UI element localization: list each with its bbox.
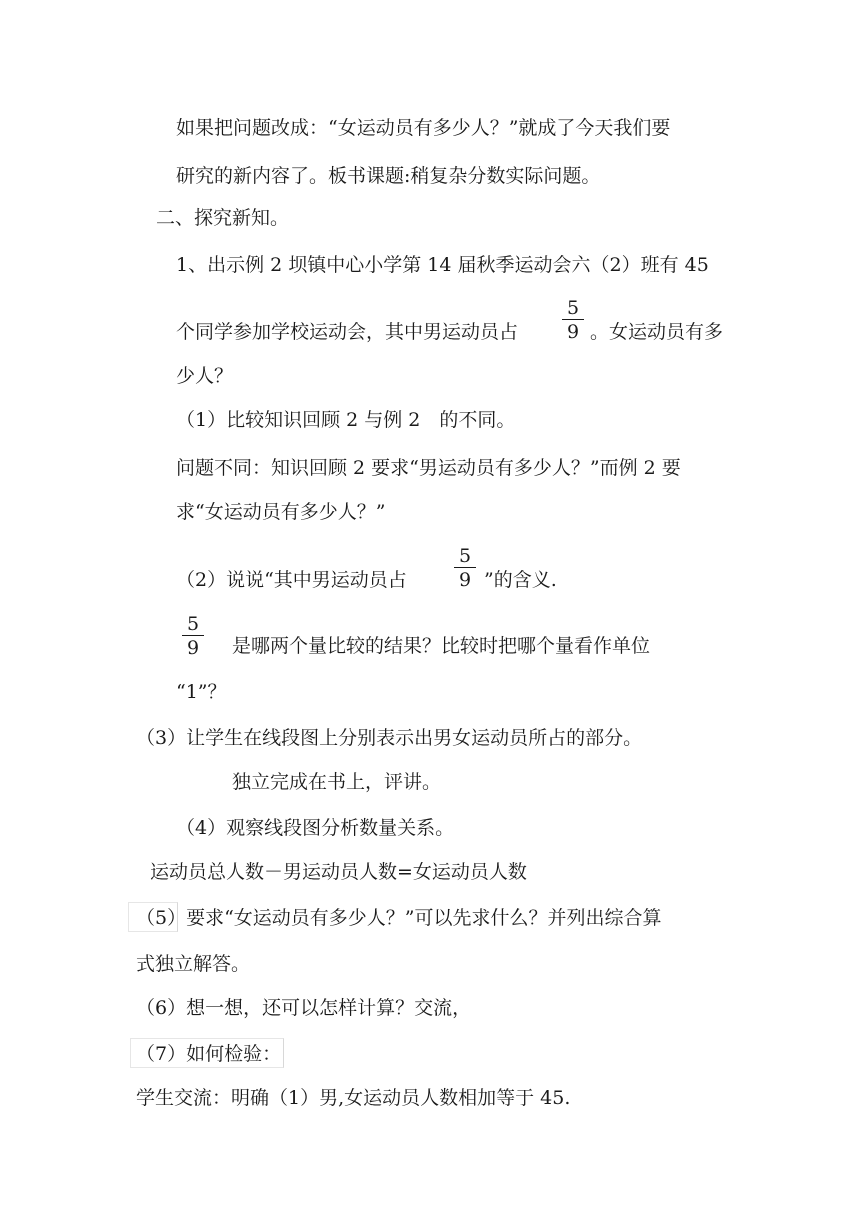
paragraph-line: 运动员总人数－男运动员人数=女运动员人数 [150, 861, 527, 883]
paragraph-line: （5）要求“女运动员有多少人？”可以先求什么？并列出综合算 [136, 907, 662, 929]
paragraph-line: 1、出示例 2 坝镇中心小学第 14 届秋季运动会六（2）班有 45 [176, 254, 709, 276]
section-heading: 二、探究新知。 [156, 207, 290, 229]
fraction-bar [454, 567, 476, 568]
paragraph-line: （6）想一想，还可以怎样计算？交流， [136, 997, 472, 1019]
paragraph-line: 研究的新内容了。板书课题:稍复杂分数实际问题。 [176, 165, 601, 187]
paragraph-line: 式独立解答。 [136, 953, 251, 975]
paragraph-line: （2）说说“其中男运动员占 [176, 569, 407, 591]
fraction-denominator: 9 [186, 637, 200, 659]
paragraph-line: “1”？ [176, 681, 227, 703]
paragraph-line: 独立完成在书上，评讲。 [232, 771, 442, 793]
paragraph-line: 如果把问题改成：“女运动员有多少人？”就成了今天我们要 [176, 117, 671, 139]
paragraph-line: （4）观察线段图分析数量关系。 [176, 817, 455, 839]
paragraph-line: 个同学参加学校运动会，其中男运动员占 [176, 321, 519, 343]
paragraph-line: ”的含义. [484, 569, 557, 591]
paragraph-line: （3）让学生在线段图上分别表示出男女运动员所占的部分。 [136, 727, 643, 749]
paragraph-line: 是哪两个量比较的结果？比较时把哪个量看作单位 [232, 635, 651, 657]
fraction-denominator: 9 [566, 321, 580, 343]
fraction-five-ninths [454, 546, 476, 590]
fraction-denominator: 9 [458, 569, 472, 591]
fraction-numerator: 5 [186, 613, 200, 635]
fraction-five-ninths [182, 614, 204, 658]
paragraph-line: （7）如何检验： [136, 1043, 282, 1065]
fraction-bar [562, 319, 584, 320]
paragraph-line: 问题不同：知识回顾 2 要求“男运动员有多少人？”而例 2 要 [176, 457, 681, 479]
paragraph-line: 求“女运动员有多少人？” [176, 501, 386, 523]
fraction-numerator: 5 [458, 545, 472, 567]
paragraph-line: 少人？ [176, 365, 234, 387]
fraction-bar [182, 635, 204, 636]
paragraph-line: 学生交流：明确（1）男,女运动员人数相加等于 45. [136, 1087, 571, 1109]
fraction-five-ninths [562, 298, 584, 342]
paragraph-line: （1）比较知识回顾 2 与例 2 的不同。 [176, 409, 516, 431]
paragraph-line: 。女运动员有多 [590, 321, 724, 343]
fraction-numerator: 5 [566, 297, 580, 319]
